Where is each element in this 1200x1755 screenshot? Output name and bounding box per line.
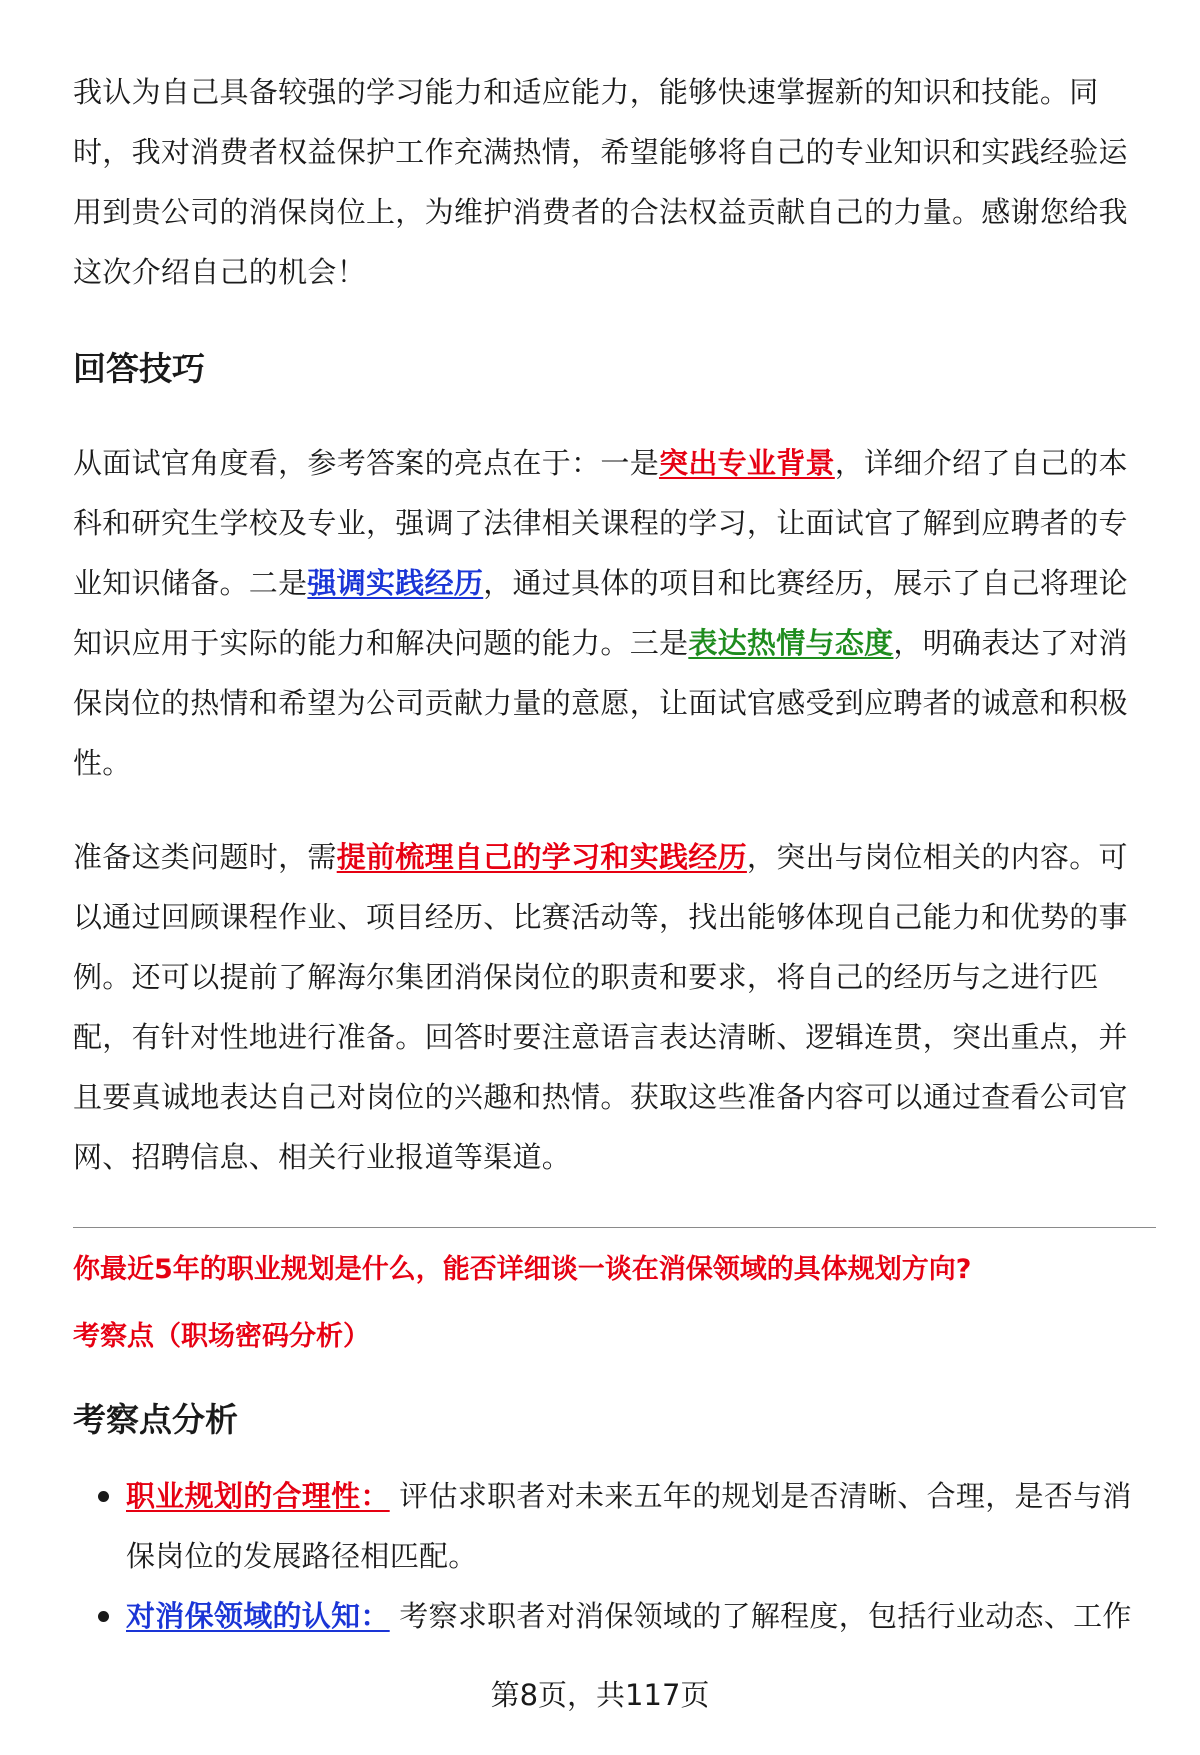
highlight-sort-experience: 提前梳理自己的学习和实践经历: [336, 840, 747, 874]
text-run: ，通过具体的项目和比赛经历，展示了自己将理论知识应用于实际的能力和解决问题的能力。三是: [73, 566, 1128, 660]
bullet-icon: [98, 1611, 109, 1622]
analysis-list: [73, 1466, 1153, 1646]
answer-tips-heading: 回答技巧: [73, 349, 205, 388]
answer-tips-paragraph-1: [73, 433, 1153, 793]
text-run: ，详细介绍了自己的本科和研究生学校及专业，强调了法律相关课程的学习，让面试官了解到应聘者的专业知识储备。二是: [73, 446, 1128, 600]
highlight-professional-background: 突出专业背景: [659, 446, 835, 480]
answer-tips-paragraph-2: [73, 827, 1153, 1187]
question-subtitle: 考察点（职场密码分析）: [73, 1321, 370, 1352]
point-text: 考察求职者对消保领域的了解程度，包括行业动态、工作: [389, 1599, 1132, 1633]
intro-paragraph: 我认为自己具备较强的学习能力和适应能力，能够快速掌握新的知识和技能。同时，我对消费者权益保护工作充满热情，希望能够将自己的专业知识和实践经验运用到贵公司的消保岗位上，为维护消费者的合法权益贡献自己的力量。感谢您给我这次介绍自己的机会！: [73, 75, 1128, 289]
point-label: 职业规划的合理性：: [126, 1479, 390, 1513]
text-run: 准备这类问题时，需: [73, 840, 337, 874]
bullet-icon: [98, 1491, 109, 1502]
point-text: 评估求职者对未来五年的规划是否清晰、合理，是否与消保岗位的发展路径相匹配。: [126, 1479, 1132, 1573]
text-run: ，明确表达了对消保岗位的热情和希望为公司贡献力量的意愿，让面试官感受到应聘者的诚意和积极性。: [73, 626, 1128, 780]
text-run: ，突出与岗位相关的内容。可以通过回顾课程作业、项目经历、比赛活动等，找出能够体现自己能力和优势的事例。还可以提前了解海尔集团消保岗位的职责和要求，将自己的经历与之进行匹配，有针对性地进行准备。回答时要注意语言表达清晰、逻辑连贯，突出重点，并且要真诚地表达自己对岗位的兴趣和热情。获取这些准备内容可以通过查看公司官网、招聘信息、相关行业报道等渠道。: [73, 840, 1128, 1174]
document-page: [73, 62, 1153, 1646]
highlight-passion-attitude: 表达热情与态度: [688, 626, 894, 660]
section-divider: [73, 1227, 1156, 1228]
list-item: [126, 1466, 1153, 1586]
page-number: 第8页，共117页: [490, 1678, 710, 1712]
text-run: 从面试官角度看，参考答案的亮点在于：一是: [73, 446, 660, 480]
analysis-heading: 考察点分析: [73, 1400, 238, 1439]
list-item: [126, 1586, 1153, 1646]
highlight-practical-experience: 强调实践经历: [307, 566, 484, 600]
interview-question: 你最近5年的职业规划是什么，能否详细谈一谈在消保领域的具体规划方向?: [73, 1254, 972, 1285]
point-label: 对消保领域的认知：: [126, 1599, 390, 1633]
